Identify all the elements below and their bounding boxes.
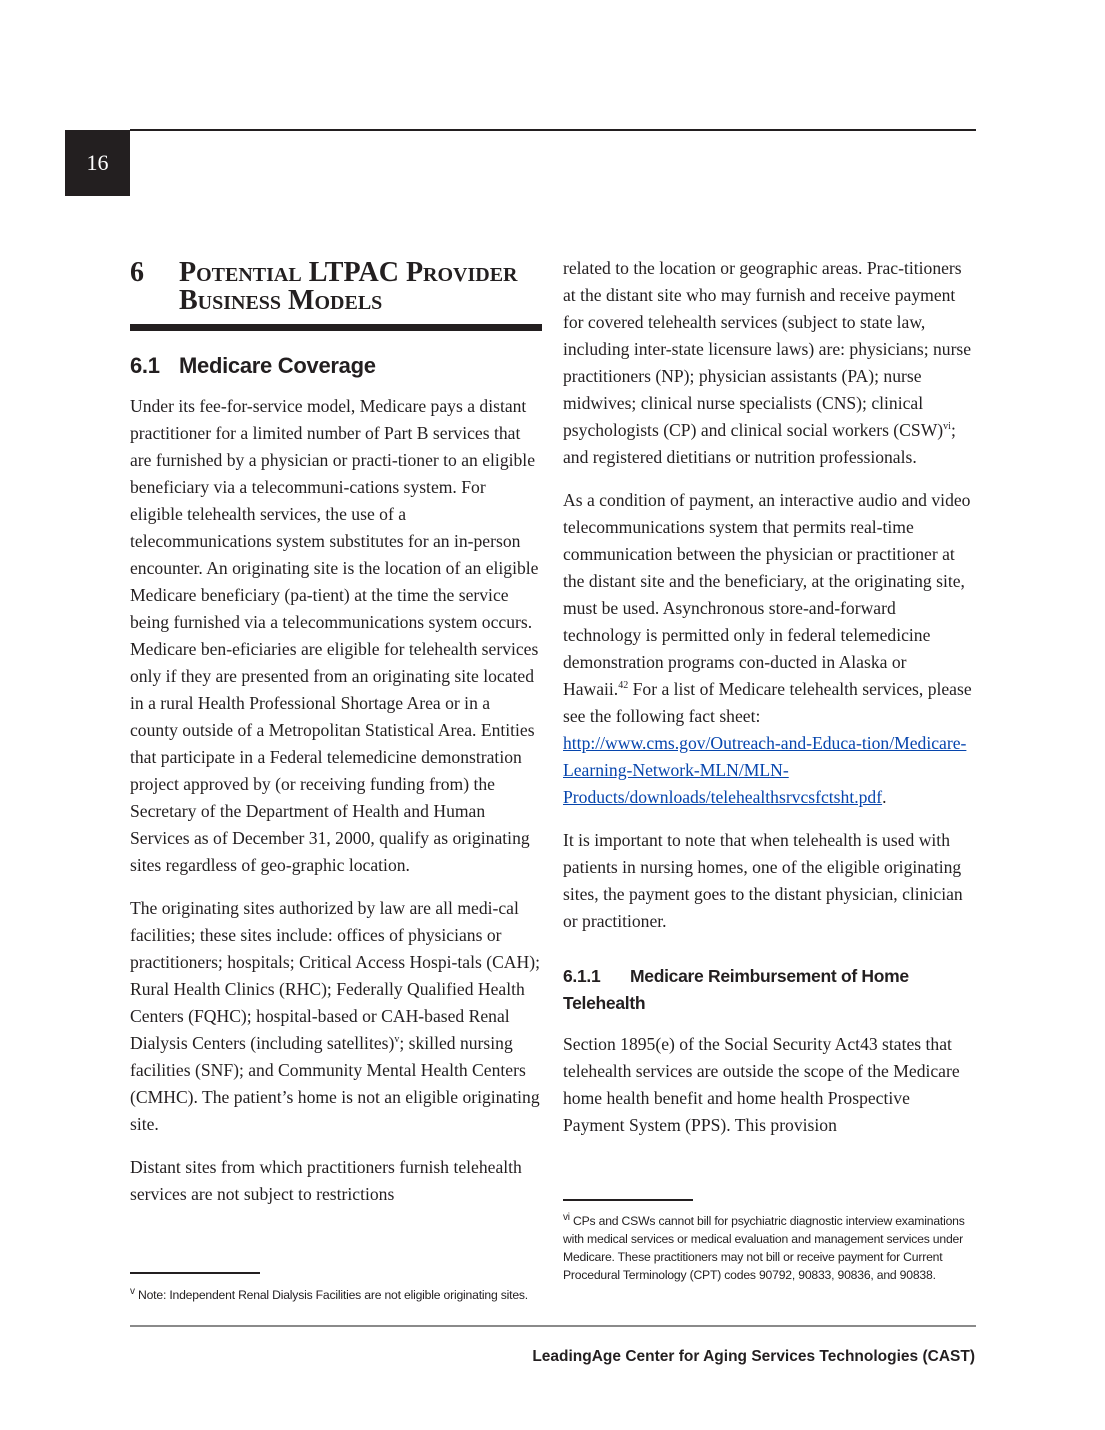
subsection-title: Medicare Reimbursement of Home Telehealth: [563, 966, 909, 1013]
footnote-vi-text: CPs and CSWs cannot bill for psychiatric diagnostic interview examinations with medical services or medical evaluation and management services under Medicare. These practitioners may not bill or receive payment for Current Procedural Terminology (CPT) codes 90792, 90833, 90836, and 90838.: [563, 1214, 965, 1282]
left-column: [130, 254, 542, 1224]
paragraph-distant-practitioners: [563, 255, 975, 471]
footnote-v: [130, 1286, 550, 1304]
chapter-title: [179, 259, 518, 315]
chapter-heading: [130, 254, 542, 331]
footnote-v-text: Note: Independent Renal Dialysis Facilities are not eligible originating sites.: [134, 1288, 528, 1302]
footnote-rule-right: [563, 1199, 693, 1201]
subsection-number: 6.1.1: [563, 966, 601, 986]
footnote-vi: [563, 1212, 978, 1284]
footer-publisher: LeadingAge Center for Aging Services Technologies (CAST): [532, 1348, 975, 1365]
right-column: [563, 255, 975, 1155]
footer-rule: [130, 1325, 976, 1327]
paragraph-fee-for-service: Under its fee-for-service model, Medicare pays a distant practitioner for a limited number of Part B services that are furnished by a physician or practi-tioner to an eligible beneficiary via a telecommuni-cations system. For eligible telehealth services, the use of a telecommunications system substitutes for an in-person encounter. An originating site is the location of an eligible Medicare beneficiary (pa-tient) at the time the service being furnished via a telecommunications system occurs. Medicare ben-eficiaries are eligible for telehealth services only if they are presented from an originating site located in a rural Health Professional Shortage Area or in a county outside of a Metropolitan Statistical Area. Entities that participate in a Federal telemedicine demonstration project approved by (or receiving funding from) the Secretary of the Department of Health and Human Services as of December 31, 2000, qualify as originating sites regardless of geo-graphic location.: [130, 396, 539, 875]
paragraph-condition-of-payment: [563, 487, 975, 811]
paragraph-originating-sites: [130, 895, 542, 1138]
cms-fact-sheet-link[interactable]: http://www.cms.gov/Outreach-and-Educa-tion/Medicare-Learning-Network-MLN/MLN-Products/downloads/telehealthsrvcsfctsht.pdf: [563, 733, 967, 807]
chapter-title-line1: Potential LTPAC Provider: [179, 257, 518, 288]
paragraph-distant-sites: Distant sites from which practitioners furnish telehealth services are not subject to restrictions: [130, 1157, 522, 1204]
section-heading: [130, 353, 542, 379]
paragraph-text: As a condition of payment, an interactive audio and video telecommunications system that permits real-time communication between the physician or practitioner at the distant site and the beneficiary, at the originating site, must be used. Asynchronous store-and-forward technology is permitted only in federal telemedicine demonstration programs con-ducted in Alaska or Hawaii.: [563, 490, 971, 699]
paragraph-text: .: [882, 787, 887, 807]
footnote-ref-v: v: [394, 1034, 400, 1046]
footnote-mark-v: v: [130, 1285, 135, 1297]
section-title: Medicare Coverage: [179, 353, 376, 378]
header-rule: [130, 129, 976, 131]
paragraph-text: ; and registered dietitians or nutrition professionals.: [563, 420, 956, 467]
footnote-mark-vi: vi: [563, 1211, 570, 1223]
page-number: 16: [65, 130, 130, 196]
paragraph-text: The originating sites authorized by law are all medi-cal facilities; these sites include: offices of physicians or practitioners; hospitals; Critical Access Hospi-tals (CAH); Rural Health Clinics (RHC); Federally Qualified Health Centers (FQHC); hospital-based or CAH-based Renal Dialysis Centers (including satellites): [130, 898, 540, 1053]
footnote-rule-left: [130, 1272, 260, 1274]
paragraph-section-1895e: Section 1895(e) of the Social Security Act43 states that telehealth services are outside the scope of the Medicare home health benefit and home health Prospective Payment System (PPS). This provision: [563, 1034, 960, 1135]
paragraph-text: related to the location or geographic areas. Prac-titioners at the distant site who may furnish and receive payment for covered telehealth services (subject to state law, including inter-state licensure laws) are: physicians; nurse practitioners (NP); physician assistants (PA); nurse midwives; clinical nurse specialists (CNS); clinical psychologists (CP) and clinical social workers (CSW): [563, 258, 972, 440]
paragraph-text: ; skilled nursing facilities (SNF); and Community Mental Health Centers (CMHC). The patient’s home is not an eligible originating site.: [130, 1033, 540, 1134]
footnote-ref-vi: vi: [943, 421, 951, 433]
paragraph-nursing-homes: It is important to note that when telehealth is used with patients in nursing homes, one of the eligible originating sites, the payment goes to the distant physician, clinician or practitioner.: [563, 830, 963, 931]
paragraph-text: For a list of Medicare telehealth services, please see the following fact sheet:: [563, 679, 972, 726]
section-number: 6.1: [130, 353, 160, 378]
subsection-heading: [563, 963, 975, 1017]
chapter-title-line2: Business Models: [179, 285, 383, 316]
chapter-number: 6: [130, 257, 144, 288]
endnote-ref-42: 42: [618, 680, 629, 692]
